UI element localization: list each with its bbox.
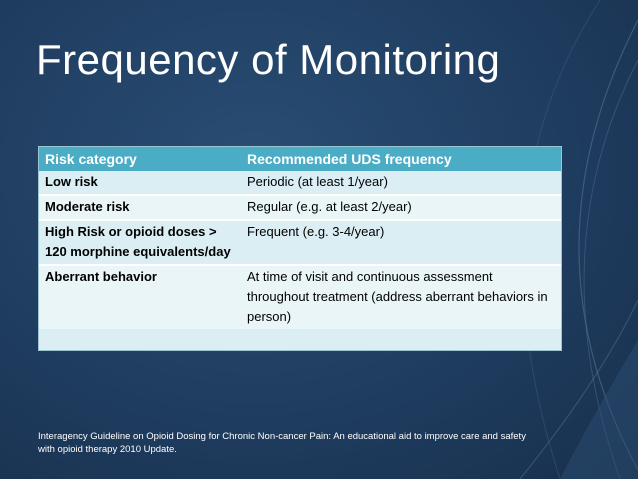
- frequency-cell: Regular (e.g. at least 2/year): [241, 195, 561, 220]
- header-uds-frequency: Recommended UDS frequency: [241, 147, 561, 171]
- table-row: [39, 195, 561, 220]
- frequency-cell: At time of visit and continuous assessment throughout treatment (address aberrant behaviors in person): [241, 265, 561, 329]
- slide-title: Frequency of Monitoring: [36, 36, 501, 83]
- table-row: [39, 220, 561, 265]
- risk-category-cell: Aberrant behavior: [39, 265, 241, 329]
- source-citation: Interagency Guideline on Opioid Dosing for Chronic Non-cancer Pain: An educational aid to improve care and safety with opioid therapy 2010 Update.: [38, 431, 526, 455]
- risk-category-cell: Low risk: [39, 171, 241, 195]
- header-risk-category: Risk category: [39, 147, 241, 171]
- table-header-row: [39, 147, 561, 171]
- frequency-cell: Frequent (e.g. 3-4/year): [241, 220, 561, 265]
- risk-category-cell: Moderate risk: [39, 195, 241, 220]
- risk-category-cell: High Risk or opioid doses > 120 morphine equivalents/day: [39, 220, 241, 265]
- table-row: [39, 265, 561, 329]
- frequency-cell: Periodic (at least 1/year): [241, 171, 561, 195]
- table-row: [39, 171, 561, 195]
- frequency-table: [38, 146, 562, 351]
